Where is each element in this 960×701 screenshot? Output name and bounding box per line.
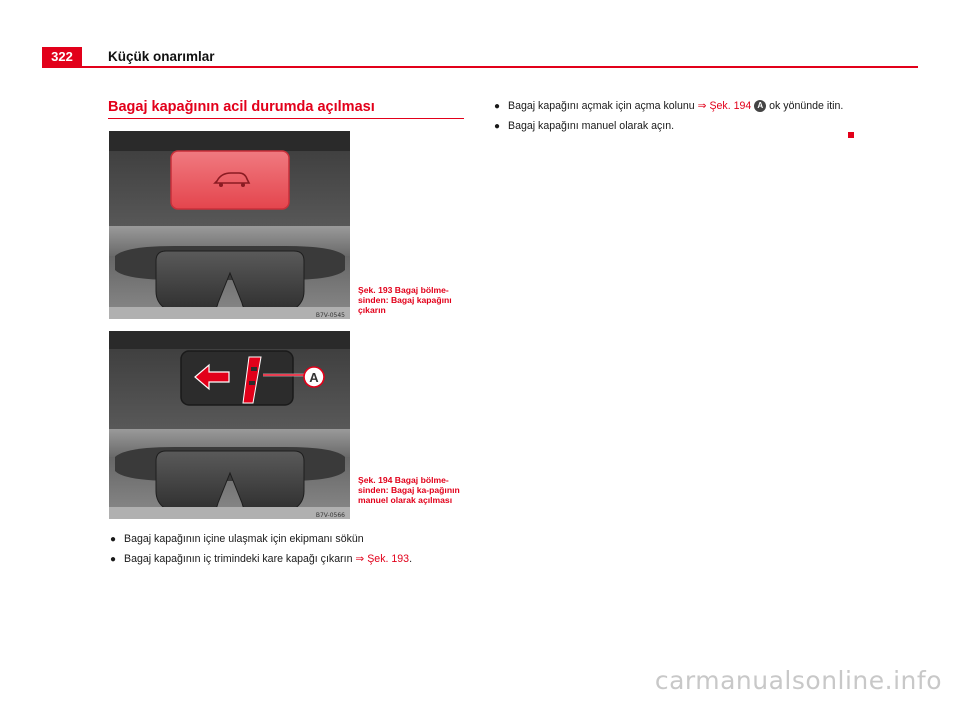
label-a: A: [309, 370, 319, 385]
figure-193-caption: Şek. 193 Bagaj bölme-sinden: Bagaj kapağını çıkarın: [358, 285, 452, 316]
left-bullet-list: [110, 532, 470, 572]
bullet: ●: [110, 534, 117, 545]
bullet-text: Bagaj kapağını manuel olarak açın.: [508, 120, 675, 132]
bullet: ●: [110, 554, 117, 565]
figure-193: [109, 131, 350, 319]
right-bullet-list: [494, 99, 854, 139]
figure-194: [109, 331, 350, 519]
bullet-suffix: ok yönünde itin.: [766, 100, 844, 112]
page-header: [42, 47, 918, 67]
list-item: [494, 119, 854, 134]
figure-code: B7V-0545: [315, 312, 345, 319]
header-rule: [42, 66, 918, 68]
list-item: [110, 532, 470, 547]
list-item: [110, 552, 470, 567]
section-title: Bagaj kapağının acil durumda açılması: [108, 99, 375, 115]
page-number: 322: [42, 47, 82, 67]
trunk-cover-illustration: [109, 131, 350, 319]
figure-reference-link[interactable]: ⇒ Şek. 194: [697, 100, 752, 112]
bullet-text: Bagaj kapağının içine ulaşmak için ekipmanı sökün: [124, 533, 364, 545]
bullet-suffix: .: [409, 553, 413, 565]
figure-reference-link[interactable]: ⇒ Şek. 193: [355, 553, 410, 565]
figure-194-caption: Şek. 194 Bagaj bölme-sinden: Bagaj ka-pağının manuel olarak açılması: [358, 475, 460, 506]
watermark: carmanualsonline.info: [654, 666, 942, 695]
release-lever-illustration: [109, 331, 350, 519]
section-rule: [108, 118, 464, 119]
bullet-text: Bagaj kapağını açmak için açma kolunu: [508, 100, 698, 112]
bullet: ●: [494, 121, 501, 132]
label-a-badge: A: [754, 100, 766, 112]
section-end-marker: [848, 132, 854, 138]
bullet-text: Bagaj kapağının iç trimindeki kare kapağı çıkarın: [124, 553, 356, 565]
list-item: [494, 99, 854, 114]
chapter-title: Küçük onarımlar: [108, 49, 215, 64]
bullet: ●: [494, 101, 501, 112]
figure-code: B7V-0566: [315, 512, 345, 519]
